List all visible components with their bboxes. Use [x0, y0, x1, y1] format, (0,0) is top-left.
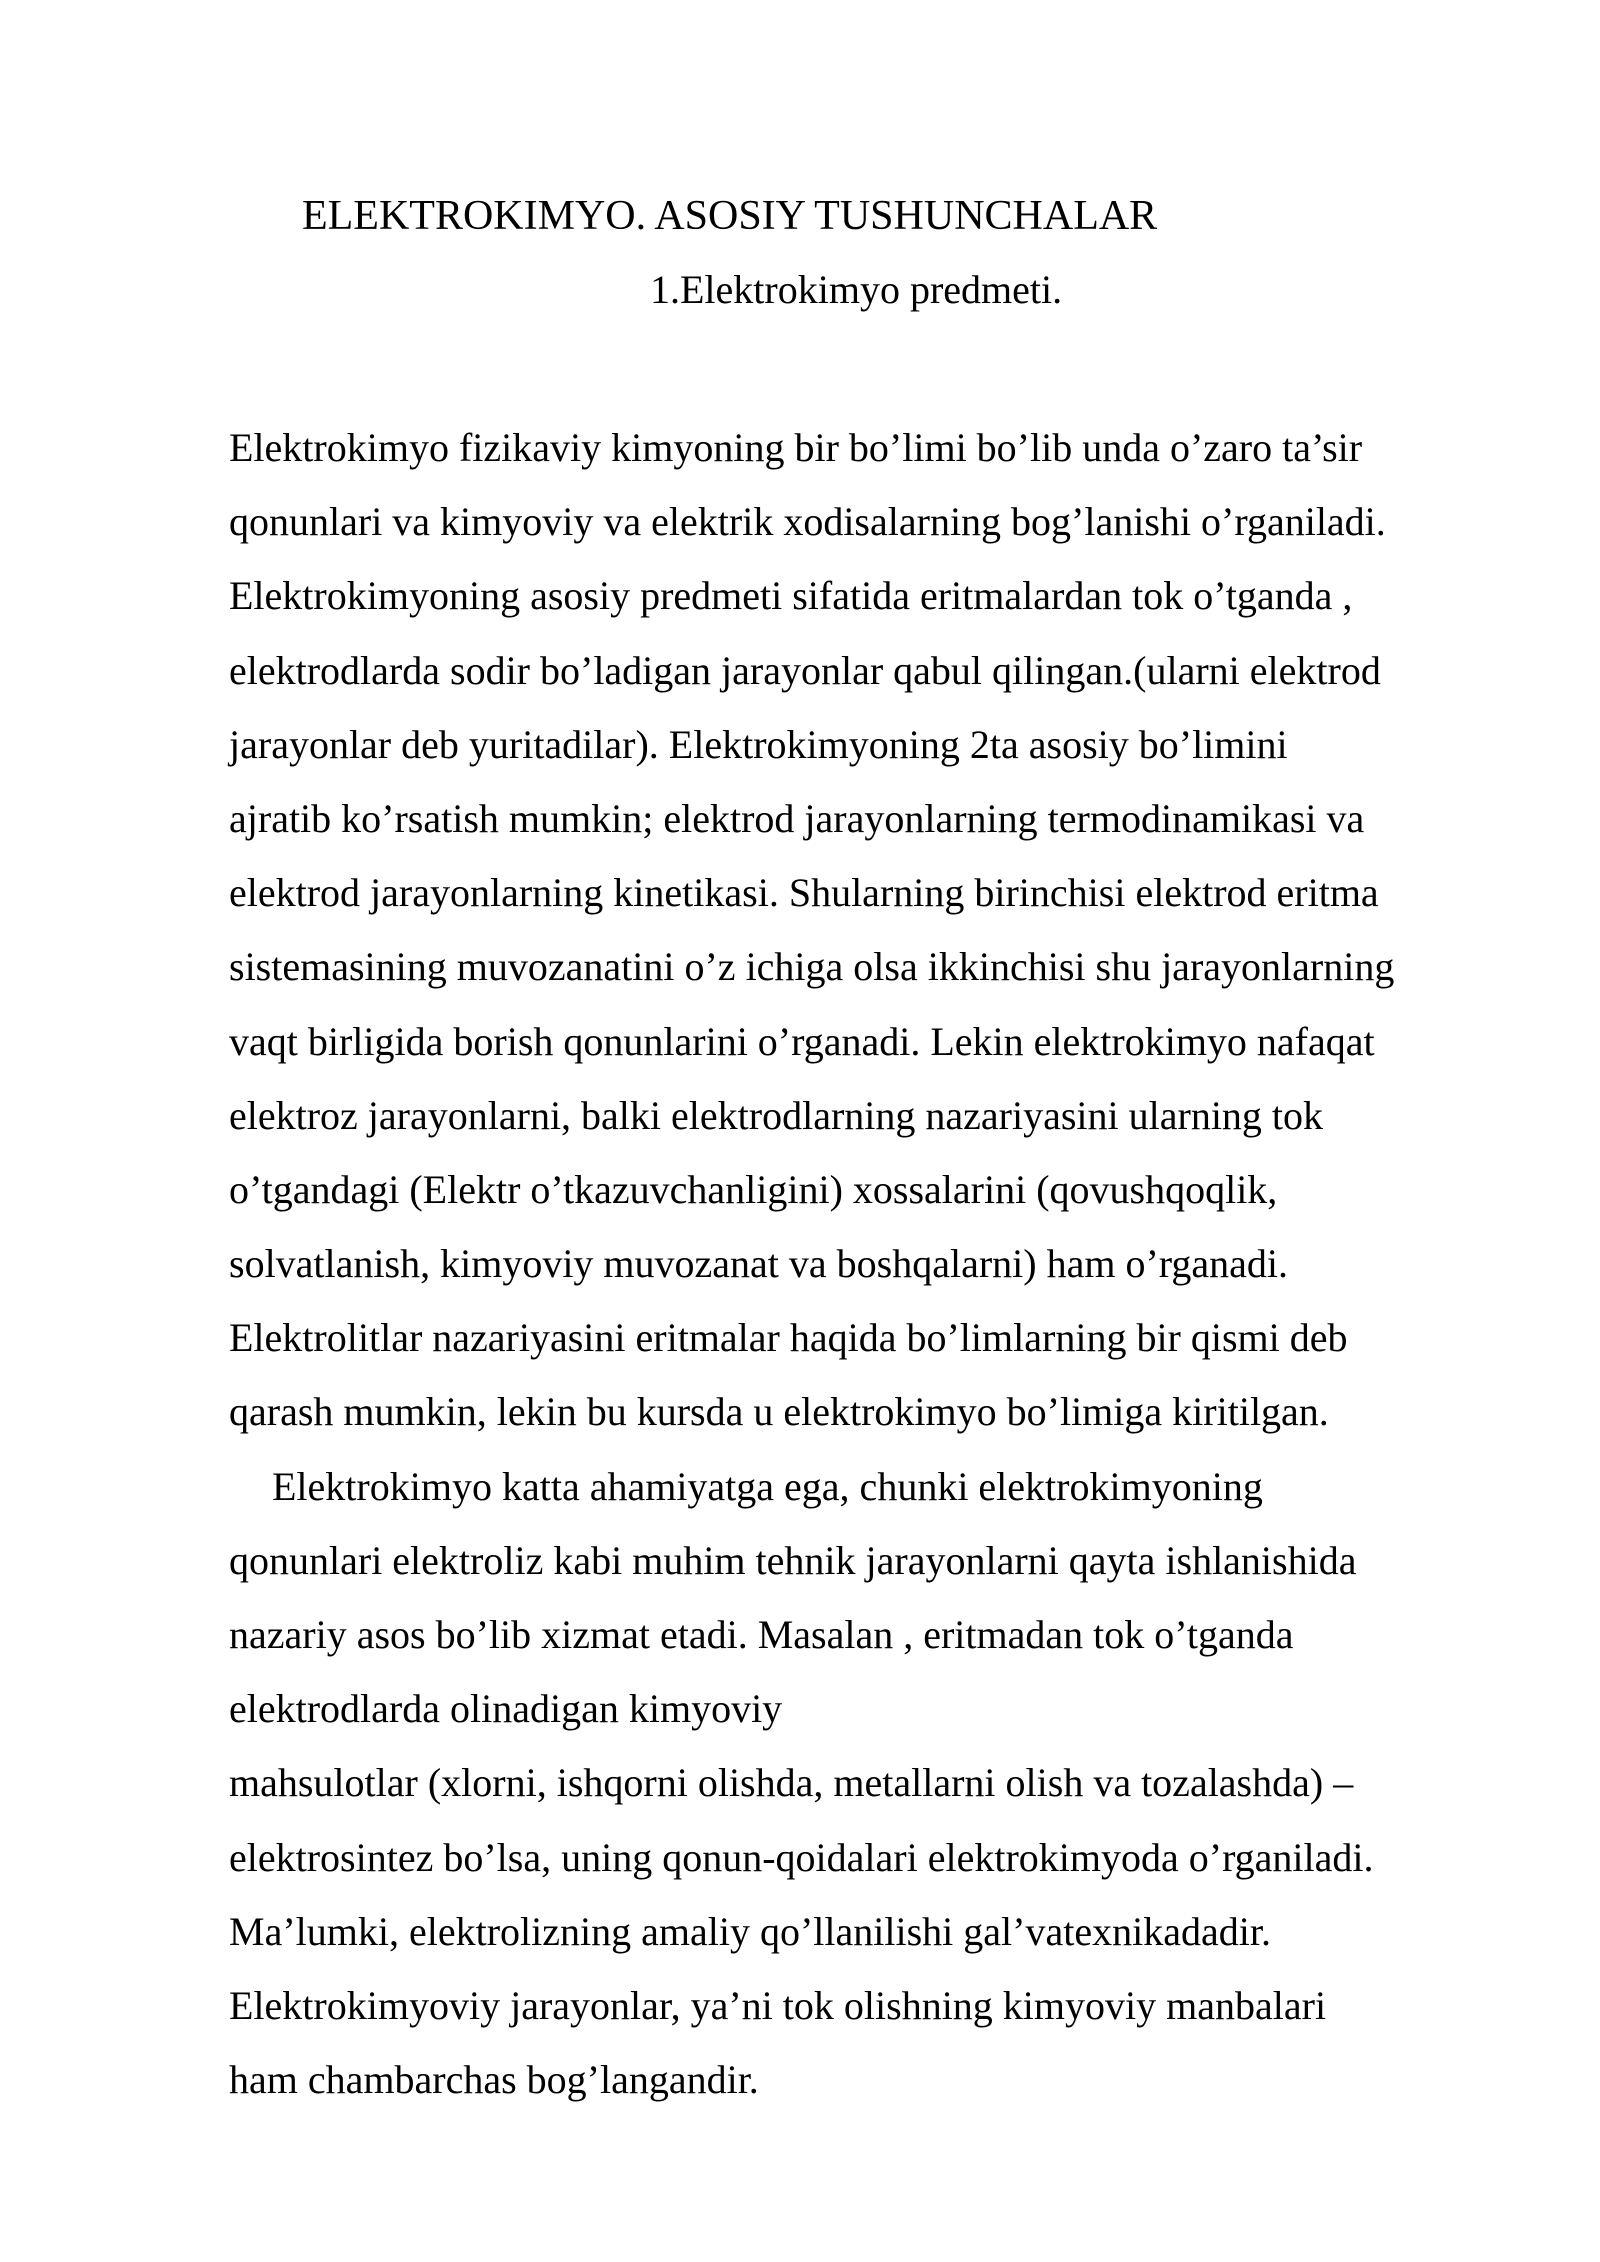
text-line: vaqt birligida borish qonunlarini o’rganadi. Lekin elektrokimyo nafaqat — [229, 1018, 1375, 1064]
text-line: elektrodlarda olinadigan kimyoviy — [229, 1686, 783, 1732]
text-line: sistemasining muvozanatini o’z ichiga olsa ikkinchisi shu jarayonlarning — [229, 944, 1395, 990]
text-line: nazariy asos bo’lib xizmat etadi. Masalan , eritmadan tok o’tganda — [229, 1612, 1294, 1657]
text-line: qonunlari elektroliz kabi muhim tehnik jarayonlarni qayta ishlanishida — [229, 1537, 1357, 1583]
text-line: Ma’lumki, elektrolizning amaliy qo’llanilishi gal’vatexnikadadir. — [229, 1908, 1271, 1954]
text-line: elektroz jarayonlarni, balki elektrodlarning nazariyasini ularning tok — [229, 1092, 1324, 1138]
text-line: Elektrokimyo katta ahamiyatga ega, chunki elektrokimyoning — [272, 1463, 1263, 1509]
document-title: ELEKTROKIMYO. ASOSIY TUSHUNCHALAR — [302, 193, 1158, 239]
text-line: solvatlanish, kimyoviy muvozanat va boshqalarni) ham o’rganadi. — [229, 1241, 1289, 1287]
body-text — [229, 411, 1529, 2117]
text-line: o’tgandagi (Elektr o’tkazuvchanligini) xossalarini (qovushqoqlik, — [229, 1166, 1278, 1212]
text-line: elektrodlarda sodir bo’ladigan jarayonlar qabul qilingan.(ularni elektrod — [229, 647, 1381, 693]
text-line: Elektrokimyoning asosiy predmeti sifatida eritmalardan tok o’tganda , — [229, 573, 1353, 619]
text-line: mahsulotlar (xlorni, ishqorni olishda, metallarni olish va tozalashda) – — [229, 1760, 1354, 1806]
text-line: elektrod jarayonlarning kinetikasi. Shularning birinchisi elektrod eritma — [229, 870, 1379, 916]
text-line: Elektrokimyoviy jarayonlar, ya’ni tok olishning kimyoviy manbalari — [229, 1982, 1327, 2028]
text-line: ham chambarchas bog’langandir. — [229, 2057, 759, 2103]
text-line: Elektrolitlar nazariyasini eritmalar haqida bo’limlarning bir qismi deb — [229, 1315, 1348, 1361]
text-line: Elektrokimyo fizikaviy kimyoning bir bo’limi bo’lib unda o’zaro ta’sir — [229, 425, 1363, 470]
text-line: jarayonlar deb yuritadilar). Elektrokimyoning 2ta asosiy bo’limini — [229, 721, 1288, 767]
text-line: ajratib ko’rsatish mumkin; elektrod jarayonlarning termodinamikasi va — [229, 795, 1365, 841]
text-line: qonunlari va kimyoviy va elektrik xodisalarning bog’lanishi o’rganiladi. — [229, 499, 1386, 545]
text-line: elektrosintez bo’lsa, uning qonun-qoidalari elektrokimyoda o’rganiladi. — [229, 1834, 1374, 1880]
text-line: qarash mumkin, lekin bu kursda u elektrokimyo bo’limiga kiritilgan. — [229, 1389, 1329, 1435]
section-heading: 1.Elektrokimyo predmeti. — [650, 267, 1063, 312]
